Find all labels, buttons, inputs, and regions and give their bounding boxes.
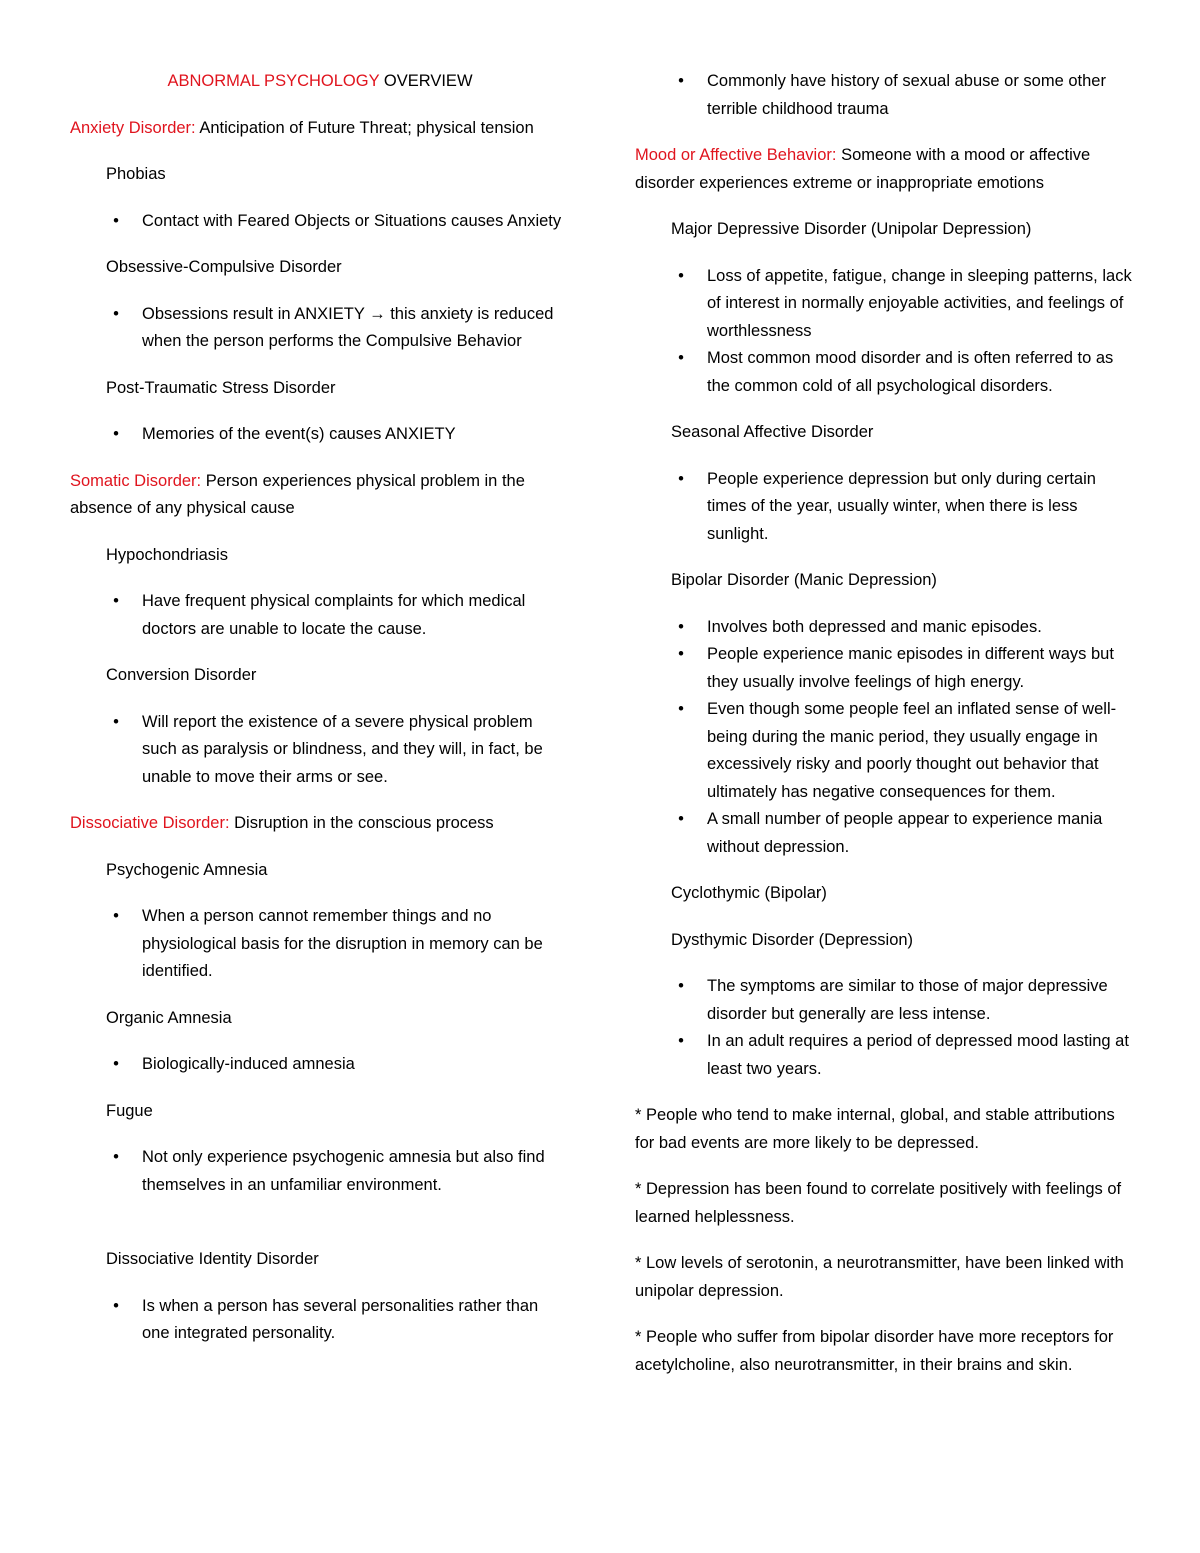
list-item-text: Commonly have history of sexual abuse or some other terrible childhood trauma xyxy=(707,72,1106,118)
bullet-dot-icon: • xyxy=(113,592,119,610)
list-item xyxy=(70,588,570,643)
ocd-list xyxy=(70,301,570,356)
mdd-heading: Major Depressive Disorder (Unipolar Depression) xyxy=(671,220,1032,238)
list-item xyxy=(70,709,570,792)
dissociative-disorder-heading xyxy=(70,810,570,838)
somatic-disorder-heading xyxy=(70,468,570,523)
mood-disorder-heading xyxy=(635,142,1135,197)
bullet-dot-icon: • xyxy=(113,1296,119,1315)
list-item xyxy=(635,696,1135,806)
list-item-text: Will report the existence of a severe physical problem such as paralysis or blindness, and they will, in fact, be unable to move their arms or see. xyxy=(142,712,543,786)
cyclothymic-heading: Cyclothymic (Bipolar) xyxy=(671,884,827,902)
phobias-list xyxy=(70,208,570,236)
bullet-dot-icon: • xyxy=(678,977,684,995)
right-column xyxy=(635,68,1135,1398)
list-item-text: A small number of people appear to experience mania without depression. xyxy=(707,810,1103,856)
ptsd-list xyxy=(70,421,570,449)
psychogenic-amnesia-heading: Psychogenic Amnesia xyxy=(106,860,268,879)
ptsd-heading: Post-Traumatic Stress Disorder xyxy=(106,378,336,397)
list-item xyxy=(635,806,1135,861)
fugue-heading: Fugue xyxy=(106,1101,153,1120)
list-item xyxy=(635,1028,1135,1083)
sad-list xyxy=(635,466,1135,549)
list-item-text: Involves both depressed and manic episodes. xyxy=(707,617,1042,636)
bullet-dot-icon: • xyxy=(113,907,119,925)
list-item-text: Is when a person has several personalities rather than one integrated personality. xyxy=(142,1296,539,1342)
list-item-text: The symptoms are similar to those of major depressive disorder but generally are less intense. xyxy=(707,977,1108,1023)
list-item xyxy=(70,421,570,449)
list-item-text: Have frequent physical complaints for which medical doctors are unable to locate the cause. xyxy=(142,592,526,638)
did-list xyxy=(70,1293,570,1348)
somatic-label: Somatic Disorder: xyxy=(70,471,202,490)
bullet-dot-icon: • xyxy=(678,469,684,488)
conversion-list xyxy=(70,709,570,792)
dysthymic-list xyxy=(635,973,1135,1083)
bullet-dot-icon: • xyxy=(113,1055,119,1073)
mdd-list xyxy=(635,263,1135,401)
list-item xyxy=(70,1293,570,1348)
bullet-dot-icon: • xyxy=(678,72,684,90)
conversion-heading: Conversion Disorder xyxy=(106,666,257,684)
bullet-dot-icon: • xyxy=(678,810,684,828)
list-item-text: Biologically-induced amnesia xyxy=(142,1055,355,1073)
phobias-heading: Phobias xyxy=(106,165,166,183)
list-item xyxy=(70,1144,570,1199)
anxiety-label: Anxiety Disorder: xyxy=(70,118,196,137)
did-heading: Dissociative Identity Disorder xyxy=(106,1250,319,1268)
fugue-list xyxy=(70,1144,570,1199)
organic-amnesia-list xyxy=(70,1051,570,1079)
list-item-text: Loss of appetite, fatigue, change in sleeping patterns, lack of interest in normally enjoyable activities, and feelings of worthlessness xyxy=(707,266,1132,340)
page-title xyxy=(70,68,570,96)
dysthymic-heading: Dysthymic Disorder (Depression) xyxy=(671,930,914,949)
list-item xyxy=(635,973,1135,1028)
list-item-text: In an adult requires a period of depressed mood lasting at least two years. xyxy=(707,1032,1129,1078)
sad-heading: Seasonal Affective Disorder xyxy=(671,423,874,441)
anxiety-disorder-heading xyxy=(70,115,570,143)
bullet-dot-icon: • xyxy=(113,425,119,443)
list-item xyxy=(70,903,570,986)
hypochondriasis-heading: Hypochondriasis xyxy=(106,545,228,564)
list-item xyxy=(70,208,570,236)
list-item-text: Contact with Feared Objects or Situations causes Anxiety xyxy=(142,211,562,230)
bullet-dot-icon: • xyxy=(113,1148,119,1166)
note-learned-helplessness: * Depression has been found to correlate positively with feelings of learned helplessness. xyxy=(635,1180,1122,1226)
bullet-dot-icon: • xyxy=(678,266,684,285)
bullet-dot-icon: • xyxy=(678,700,684,718)
bipolar-heading: Bipolar Disorder (Manic Depression) xyxy=(671,571,937,589)
list-item xyxy=(635,68,1135,123)
list-item-text: When a person cannot remember things and no physiological basis for the disruption in memory can be identified. xyxy=(142,907,543,980)
note-serotonin: * Low levels of serotonin, a neurotransmitter, have been linked with unipolar depression. xyxy=(635,1254,1124,1300)
list-item xyxy=(635,614,1135,642)
mood-desc: Someone with a mood or affective disorder experiences extreme or inappropriate emotions xyxy=(635,146,1091,192)
bullet-dot-icon: • xyxy=(678,1032,684,1050)
list-item-text: People experience manic episodes in different ways but they usually involve feelings of high energy. xyxy=(707,645,1114,691)
title-rest: OVERVIEW xyxy=(379,72,473,90)
psychogenic-amnesia-list xyxy=(70,903,570,986)
bipolar-list xyxy=(635,614,1135,862)
list-item xyxy=(70,1051,570,1079)
bullet-dot-icon: • xyxy=(113,211,119,230)
list-item xyxy=(635,263,1135,346)
bullet-dot-icon: • xyxy=(113,712,119,731)
list-item xyxy=(635,345,1135,400)
bullet-dot-icon: • xyxy=(678,645,684,663)
hypochondriasis-list xyxy=(70,588,570,643)
spacer xyxy=(70,1218,570,1246)
somatic-desc: Person experiences physical problem in the absence of any physical cause xyxy=(70,471,525,517)
dissociative-label: Dissociative Disorder: xyxy=(70,814,230,832)
organic-amnesia-heading: Organic Amnesia xyxy=(106,1008,232,1027)
list-item-text: Most common mood disorder and is often referred to as the common cold of all psychological disorders. xyxy=(707,349,1114,395)
list-item xyxy=(635,641,1135,696)
list-item-text: Not only experience psychogenic amnesia but also find themselves in an unfamiliar environment. xyxy=(142,1148,545,1194)
did-list-continued xyxy=(635,68,1135,123)
dissociative-desc: Disruption in the conscious process xyxy=(229,814,494,832)
title-highlight: ABNORMAL PSYCHOLOGY xyxy=(167,72,380,90)
list-item-text: People experience depression but only during certain times of the year, usually winter, when there is less sunlight. xyxy=(707,469,1096,543)
list-item-text: Memories of the event(s) causes ANXIETY xyxy=(142,425,456,443)
bullet-dot-icon: • xyxy=(678,617,684,636)
note-acetylcholine: * People who suffer from bipolar disorder have more receptors for acetylcholine, also neurotransmitter, in their brains and skin. xyxy=(635,1328,1114,1374)
anxiety-desc: Anticipation of Future Threat; physical tension xyxy=(195,118,534,137)
ocd-heading: Obsessive-Compulsive Disorder xyxy=(106,258,342,276)
left-column xyxy=(70,68,570,1367)
list-item-text: Obsessions result in ANXIETY → this anxiety is reduced when the person performs the Compulsive Behavior xyxy=(142,304,554,350)
note-attributions: * People who tend to make internal, global, and stable attributions for bad events are more likely to be depressed. xyxy=(635,1106,1115,1152)
list-item xyxy=(635,466,1135,549)
mood-label: Mood or Affective Behavior: xyxy=(635,146,837,164)
list-item xyxy=(70,301,570,356)
bullet-dot-icon: • xyxy=(113,304,119,323)
list-item-text: Even though some people feel an inflated sense of well-being during the manic period, they usually engage in excessively risky and poorly thought out behavior that ultimately has negative consequences for them. xyxy=(707,700,1117,801)
bullet-dot-icon: • xyxy=(678,349,684,367)
